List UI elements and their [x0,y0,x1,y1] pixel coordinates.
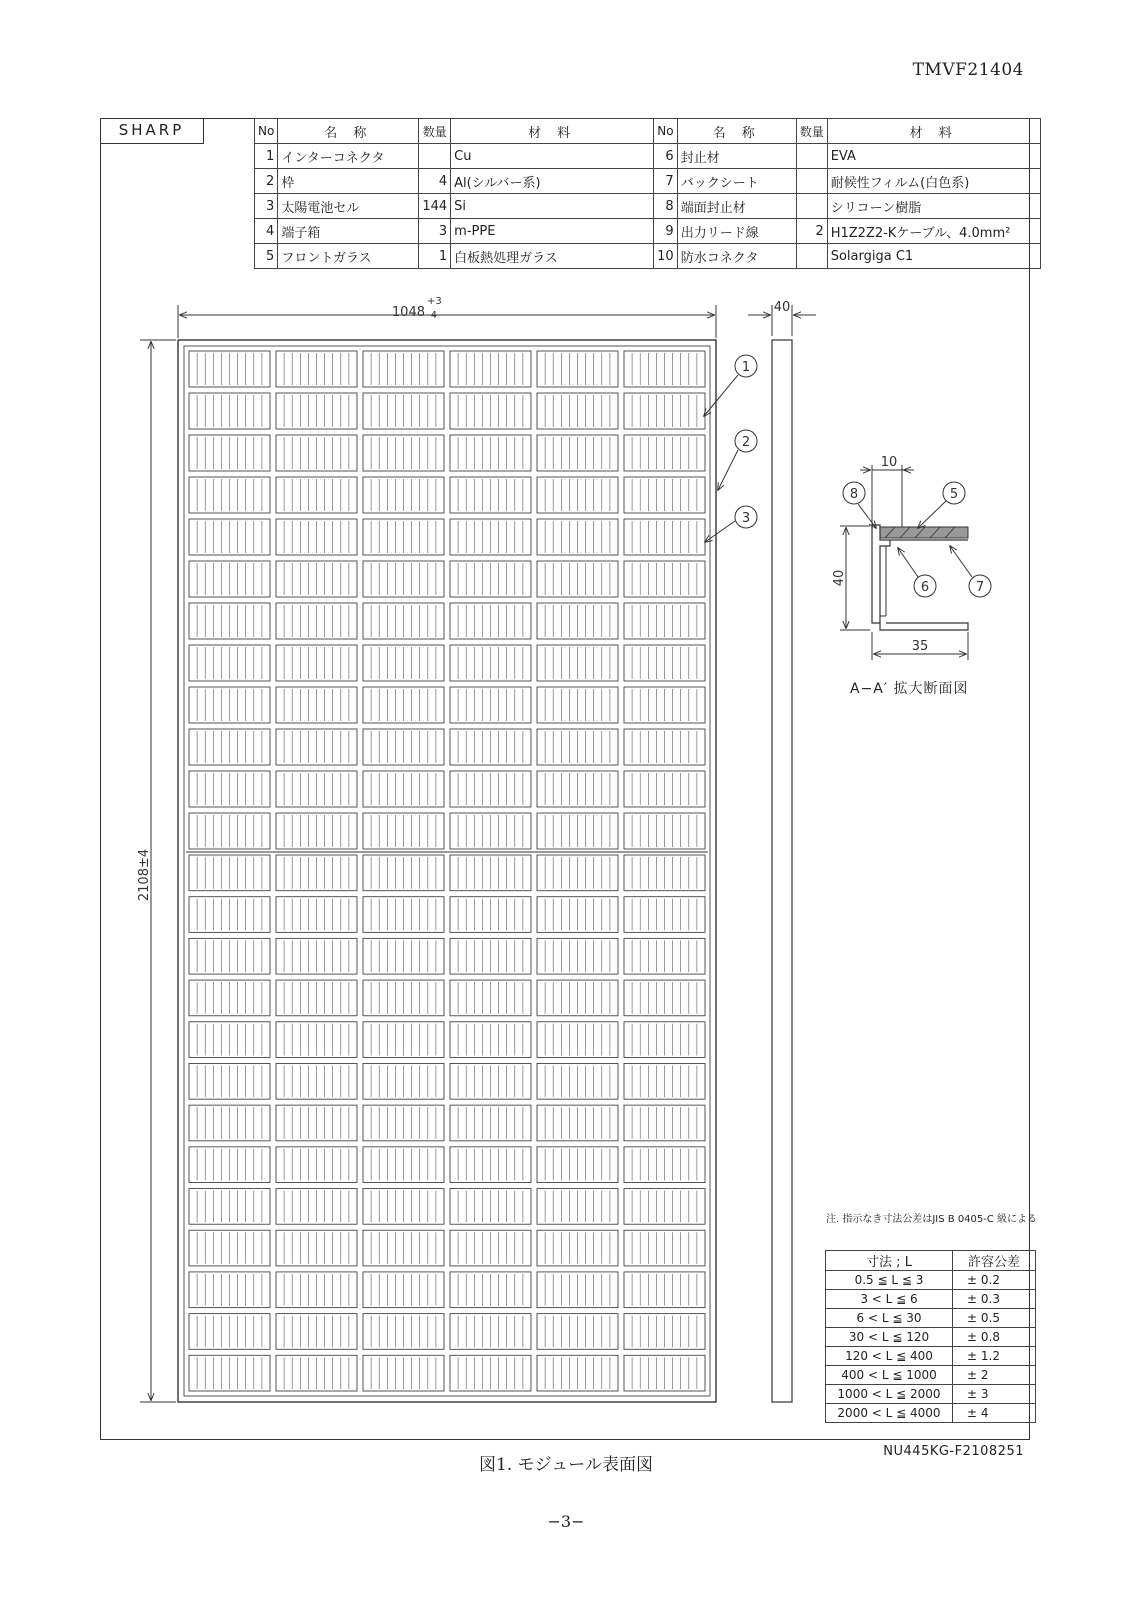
part-name: フロントガラス [278,244,419,269]
callout-8 [843,482,876,528]
callout-7 [950,546,991,597]
tolerance-range: 6 < L ≦ 30 [826,1309,953,1328]
part-name: インターコネクタ [278,144,419,169]
tolerance-range: 2000 < L ≦ 4000 [826,1404,953,1423]
model-number: NU445KG-F2108251 [883,1444,1024,1459]
callout-5 [918,482,965,528]
module-frame-inner [184,346,710,1396]
part-name-2: 端面封止材 [677,194,796,219]
tolerance-value: ± 1.2 [953,1347,1036,1366]
tolerance-row [826,1347,1036,1366]
part-no: 1 [255,144,278,169]
tolerance-header-tol: 許容公差 [953,1251,1036,1271]
part-material: Si [451,194,654,219]
part-material-2: EVA [827,144,1040,169]
tolerance-value: ± 4 [953,1404,1036,1423]
tolerance-range: 30 < L ≦ 120 [826,1328,953,1347]
tolerance-row [826,1328,1036,1347]
part-no-2: 9 [654,219,678,244]
part-material-2: Solargiga C1 [827,244,1040,269]
tolerance-value: ± 0.2 [953,1271,1036,1290]
section-dim-35: 35 [911,639,929,654]
header-name-2: 名 称 [677,119,796,144]
svg-text:1: 1 [741,360,751,375]
header-material: 材 料 [451,119,654,144]
svg-text:7: 7 [975,580,985,595]
part-material-2: H1Z2Z2-Kケーブル、4.0mm² [827,219,1040,244]
tolerance-value: ± 0.3 [953,1290,1036,1309]
tolerance-range: 400 < L ≦ 1000 [826,1366,953,1385]
callout-2 [718,430,757,490]
part-no: 5 [255,244,278,269]
svg-text:5: 5 [949,487,959,502]
part-no-2: 10 [654,244,678,269]
header-no: No [255,119,278,144]
part-name-2: バックシート [677,169,796,194]
tolerance-range: 120 < L ≦ 400 [826,1347,953,1366]
tolerance-note: 注. 指示なき寸法公差はJIS B 0405-C 級による [826,1214,1038,1225]
tolerance-row [826,1404,1036,1423]
part-no-2: 6 [654,144,678,169]
tolerance-row [826,1309,1036,1328]
height-dim-label: 2108±4 [137,848,152,902]
part-qty: 144 [419,194,451,219]
width-dim-plus: +3 [427,296,442,307]
cross-section-detail [832,455,968,660]
svg-text:8: 8 [849,487,859,502]
tolerance-row [826,1290,1036,1309]
tolerance-value: ± 3 [953,1385,1036,1404]
header-qty-2: 数量 [796,119,827,144]
part-name-2: 封止材 [677,144,796,169]
part-qty: 3 [419,219,451,244]
header-qty: 数量 [419,119,451,144]
callout-1 [704,355,757,416]
part-qty-2: 2 [796,219,827,244]
thickness-dim-label: 40 [773,300,791,315]
tolerance-table [825,1250,1036,1423]
module-side-view [772,340,792,1402]
part-material: Al(シルバー系) [451,169,654,194]
part-name-2: 防水コネクタ [677,244,796,269]
part-material: m-PPE [451,219,654,244]
part-no: 2 [255,169,278,194]
part-no-2: 8 [654,194,678,219]
section-dim-40: 40 [832,569,847,587]
tolerance-row [826,1385,1036,1404]
part-name: 端子箱 [278,219,419,244]
header-no-2: No [654,119,678,144]
header-material-2: 材 料 [827,119,1040,144]
tolerance-range: 1000 < L ≦ 2000 [826,1385,953,1404]
part-qty: 1 [419,244,451,269]
tolerance-value: ± 0.5 [953,1309,1036,1328]
part-name: 太陽電池セル [278,194,419,219]
tolerance-value: ± 2 [953,1366,1036,1385]
callout-6 [898,548,936,597]
part-name-2: 出力リード線 [677,219,796,244]
part-no-2: 7 [654,169,678,194]
header-name: 名 称 [278,119,419,144]
document-id: TMVF21404 [912,60,1024,80]
part-no: 3 [255,194,278,219]
section-caption: A−A′ 拡大断面図 [850,681,969,697]
tolerance-header-dim: 寸法 ; L [826,1251,953,1271]
svg-text:6: 6 [920,580,930,595]
tolerance-value: ± 0.8 [953,1328,1036,1347]
width-dim-main: 1048 [391,305,425,320]
part-material-2: シリコーン樹脂 [827,194,1040,219]
tolerance-range: 3 < L ≦ 6 [826,1290,953,1309]
part-material: Cu [451,144,654,169]
solar-cell-grid [186,351,708,1391]
section-dim-10: 10 [880,455,898,470]
part-name: 枠 [278,169,419,194]
brand-label: SHARP [100,118,204,144]
part-qty: 4 [419,169,451,194]
part-no: 4 [255,219,278,244]
tolerance-row [826,1366,1036,1385]
page-number: −3− [547,1512,585,1531]
module-frame-outer [178,340,716,1402]
tolerance-header [826,1251,1036,1271]
width-dim-minus: -4 [427,310,437,321]
part-material: 白板熱処理ガラス [451,244,654,269]
svg-text:2: 2 [741,435,751,450]
tolerance-range: 0.5 ≦ L ≦ 3 [826,1271,953,1290]
figure-caption: 図1. モジュール表面図 [479,1455,653,1475]
tolerance-row [826,1271,1036,1290]
svg-text:3: 3 [741,511,751,526]
part-material-2: 耐候性フィルム(白色系) [827,169,1040,194]
callout-3 [705,506,757,542]
